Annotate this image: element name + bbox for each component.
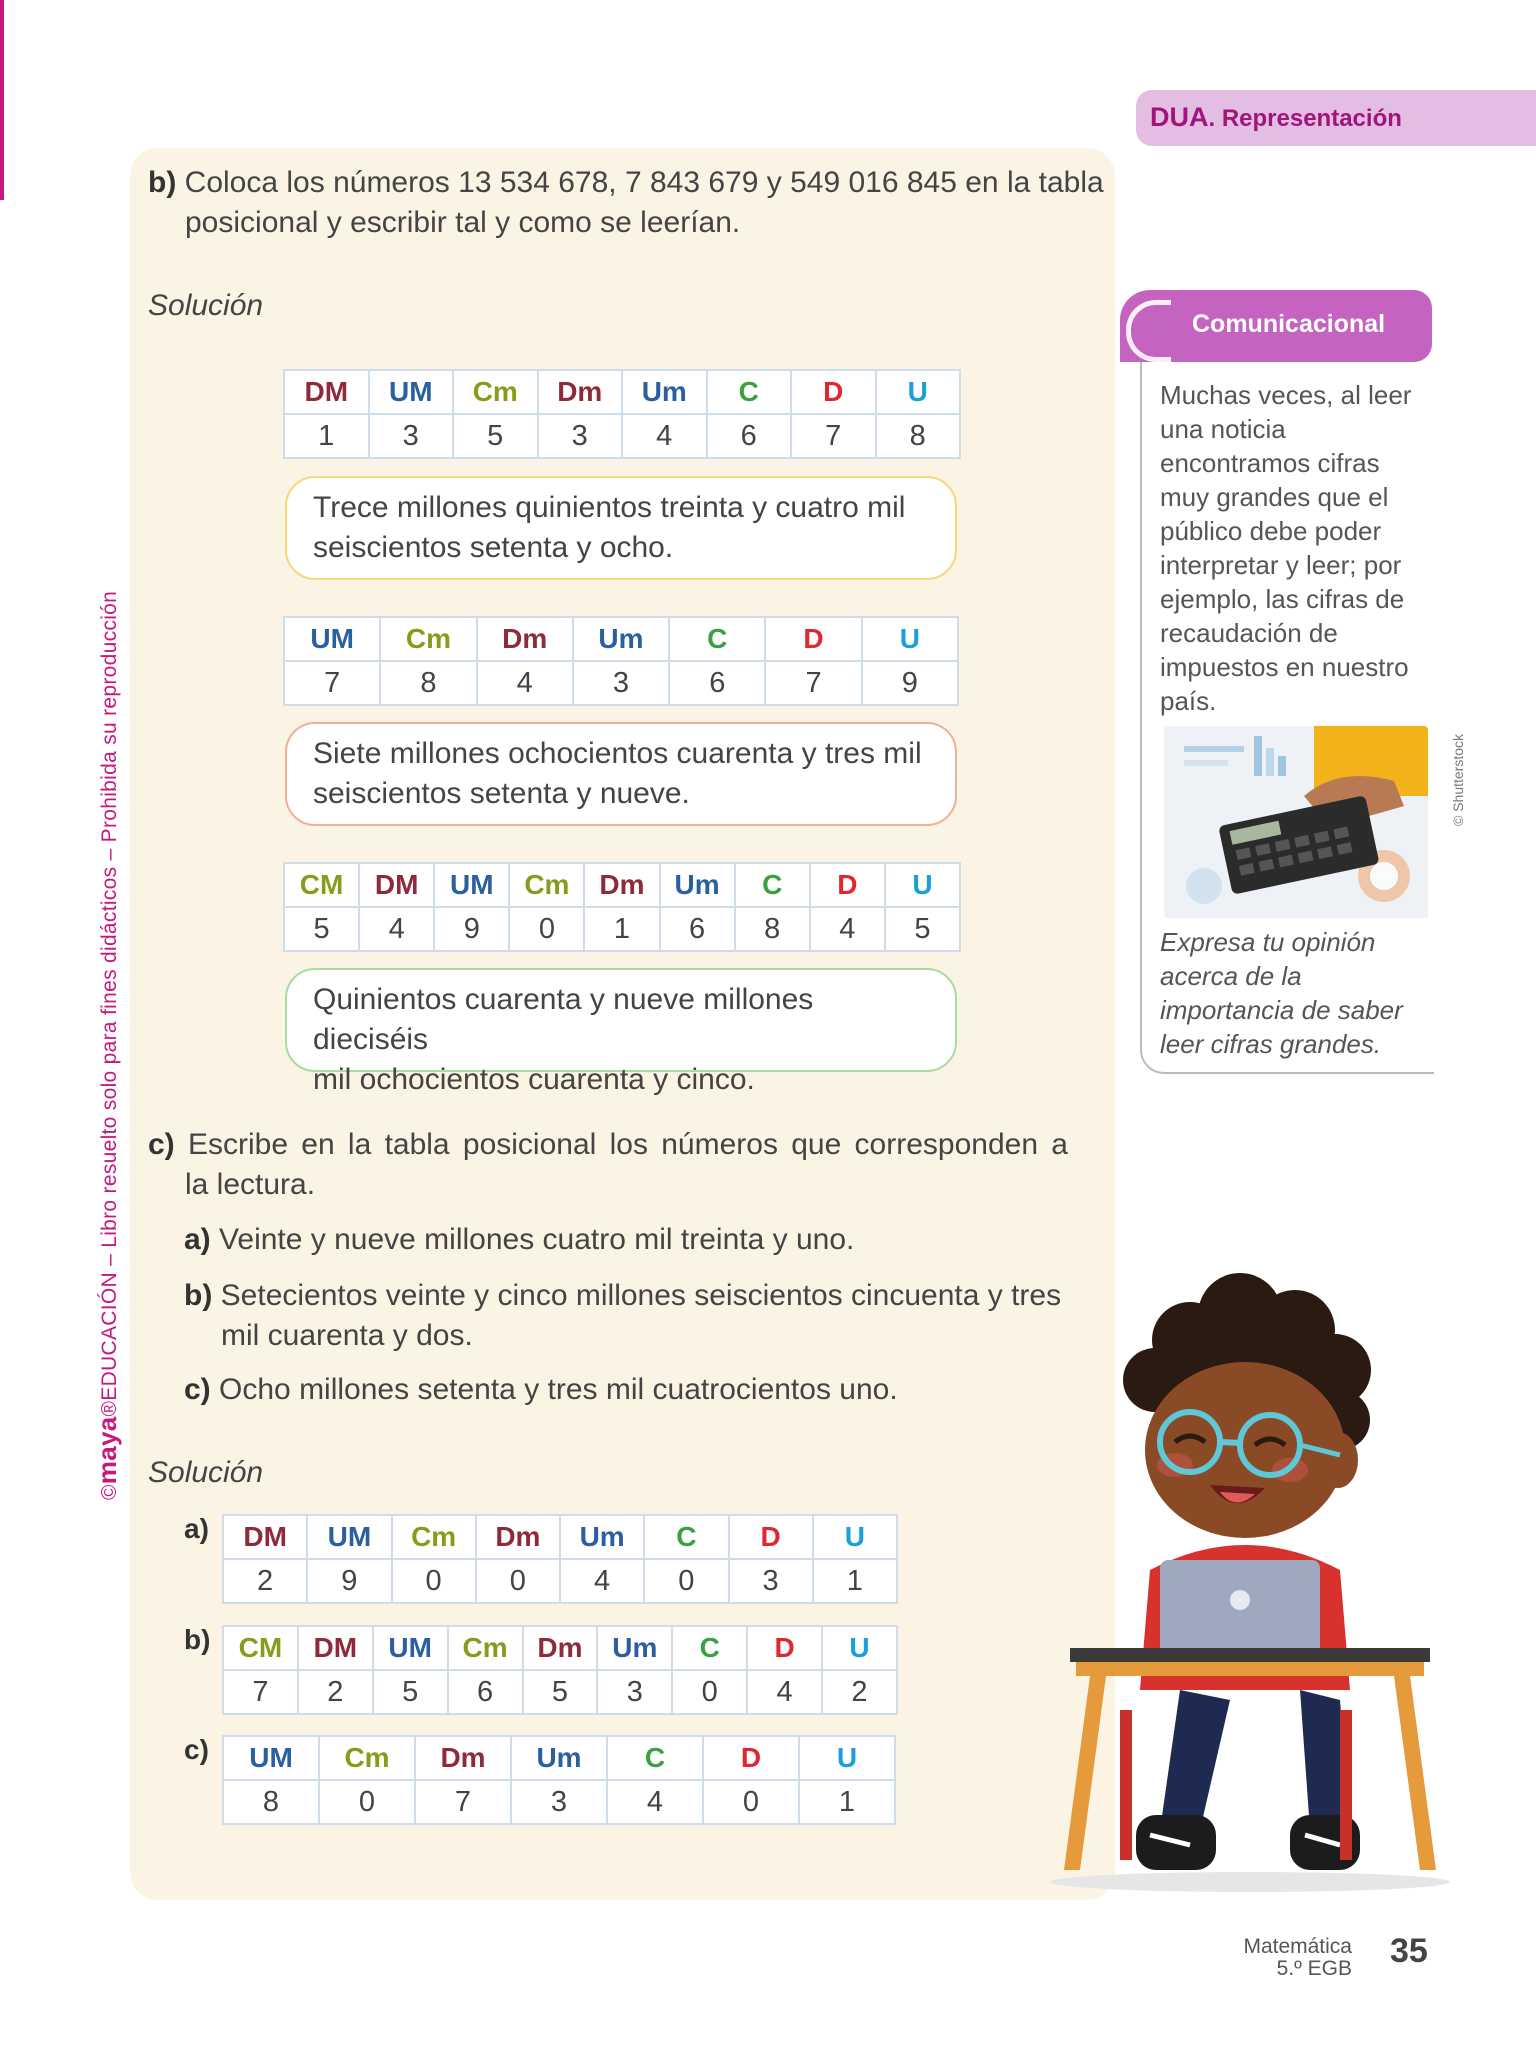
place-header-cell: CM — [223, 1626, 298, 1670]
place-header-cell: U — [799, 1736, 895, 1780]
digit-cell: 8 — [735, 907, 810, 951]
digit-cell: 6 — [669, 661, 765, 705]
place-value-table-c3 — [222, 1735, 896, 1825]
place-header-cell: CM — [284, 863, 359, 907]
place-header-cell: D — [791, 370, 876, 414]
digit-cell: 5 — [453, 414, 538, 458]
place-header-cell: Dm — [538, 370, 623, 414]
place-value-table-b3 — [283, 862, 961, 952]
digit-cell: 7 — [284, 661, 380, 705]
place-header-cell: D — [729, 1515, 813, 1559]
comunicacional-c-icon — [1126, 300, 1171, 362]
place-value-header-row — [284, 863, 960, 907]
place-header-cell: Um — [622, 370, 707, 414]
place-header-cell: Dm — [584, 863, 659, 907]
copyright-notice: ©maya®EDUCACIÓN – Libro resuelto solo para fines didácticos – Prohibida su reproducción — [92, 590, 122, 1500]
digit-cell: 7 — [765, 661, 861, 705]
dua-tab: DUA. Representación — [1136, 90, 1536, 146]
place-header-cell: Um — [560, 1515, 644, 1559]
place-header-cell: Dm — [415, 1736, 511, 1780]
place-header-cell: Dm — [523, 1626, 598, 1670]
place-header-cell: C — [735, 863, 810, 907]
place-value-digit-row — [284, 414, 960, 458]
brand-logo: maya — [92, 1416, 122, 1485]
exercise-c-item-a: a) Veinte y nueve millones cuatro mil treinta y uno. — [184, 1223, 855, 1256]
digit-cell: 3 — [573, 661, 669, 705]
place-header-cell: U — [876, 370, 961, 414]
place-header-cell: UM — [373, 1626, 448, 1670]
digit-cell: 2 — [822, 1670, 897, 1714]
digit-cell: 2 — [223, 1559, 307, 1603]
digit-cell: 8 — [223, 1780, 319, 1824]
place-value-table-b1 — [283, 369, 961, 459]
place-header-cell: Cm — [453, 370, 538, 414]
place-header-cell: U — [813, 1515, 897, 1559]
reading-bubble-1: Trece millones quinientos treinta y cuatro mil seiscientos setenta y ocho. — [285, 476, 957, 580]
digit-cell: 5 — [284, 907, 359, 951]
place-header-cell: C — [707, 370, 792, 414]
place-header-cell: Dm — [476, 1515, 560, 1559]
place-header-cell: C — [669, 617, 765, 661]
digit-cell: 4 — [477, 661, 573, 705]
digit-cell: 4 — [560, 1559, 644, 1603]
digit-cell: 4 — [747, 1670, 822, 1714]
place-header-cell: U — [862, 617, 958, 661]
place-value-table-c1 — [222, 1514, 898, 1604]
digit-cell: 8 — [876, 414, 961, 458]
place-header-cell: UM — [223, 1736, 319, 1780]
exercise-c-item-b-line2: mil cuarenta y dos. — [221, 1319, 473, 1352]
digit-cell: 0 — [476, 1559, 560, 1603]
footer-subject: Matemática 5.º EGB — [1243, 1935, 1352, 1980]
place-value-header-row — [223, 1515, 897, 1559]
place-value-digit-row — [223, 1780, 895, 1824]
digit-cell: 7 — [791, 414, 876, 458]
digit-cell: 9 — [862, 661, 958, 705]
place-header-cell: Cm — [380, 617, 476, 661]
comunicacional-prompt: Expresa tu opinión acerca de la importancia de saber leer cifras grandes. — [1160, 927, 1403, 1059]
place-header-cell: Cm — [392, 1515, 476, 1559]
place-header-cell: UM — [307, 1515, 391, 1559]
table-label-c: c) — [184, 1734, 209, 1765]
place-header-cell: Cm — [448, 1626, 523, 1670]
digit-cell: 3 — [729, 1559, 813, 1603]
place-header-cell: D — [703, 1736, 799, 1780]
table-label-a: a) — [184, 1513, 209, 1544]
digit-cell: 8 — [380, 661, 476, 705]
photo-credit: © Shutterstock — [1450, 733, 1466, 826]
reading-bubble-2: Siete millones ochocientos cuarenta y tres mil seiscientos setenta y nueve. — [285, 722, 957, 826]
place-header-cell: U — [822, 1626, 897, 1670]
place-header-cell: D — [765, 617, 861, 661]
digit-cell: 5 — [373, 1670, 448, 1714]
digit-cell: 5 — [885, 907, 960, 951]
page-number: 35 — [1390, 1932, 1428, 1970]
place-value-header-row — [284, 617, 958, 661]
exercise-c-item-c: c) Ocho millones setenta y tres mil cuatrocientos uno. — [184, 1373, 898, 1406]
digit-cell: 6 — [448, 1670, 523, 1714]
digit-cell: 5 — [523, 1670, 598, 1714]
digit-cell: 0 — [703, 1780, 799, 1824]
exercise-b-line2: posicional y escribir tal y como se leerían. — [185, 206, 741, 239]
comunicacional-tab: Comunicacional — [1120, 290, 1432, 362]
place-header-cell: Um — [597, 1626, 672, 1670]
place-value-digit-row — [223, 1670, 897, 1714]
digit-cell: 9 — [307, 1559, 391, 1603]
place-header-cell: Um — [573, 617, 669, 661]
place-value-digit-row — [284, 907, 960, 951]
digit-cell: 3 — [511, 1780, 607, 1824]
place-value-header-row — [284, 370, 960, 414]
place-header-cell: Cm — [319, 1736, 415, 1780]
place-header-cell: Cm — [509, 863, 584, 907]
place-header-cell: D — [810, 863, 885, 907]
place-value-header-row — [223, 1626, 897, 1670]
digit-cell: 1 — [799, 1780, 895, 1824]
page-edge-mark — [0, 0, 4, 200]
place-value-header-row — [223, 1736, 895, 1780]
exercise-c-item-b: b) Setecientos veinte y cinco millones seiscientos cincuenta y tres — [184, 1279, 1062, 1312]
place-value-table-b2 — [283, 616, 959, 706]
place-header-cell: C — [644, 1515, 728, 1559]
exercise-c-line2: la lectura. — [185, 1168, 316, 1201]
digit-cell: 6 — [707, 414, 792, 458]
exercise-b-line1: b) Coloca los números 13 534 678, 7 843 679 y 549 016 845 en la tabla — [148, 166, 1104, 199]
digit-cell: 4 — [622, 414, 707, 458]
place-header-cell: UM — [369, 370, 454, 414]
place-header-cell: C — [672, 1626, 747, 1670]
place-header-cell: Um — [660, 863, 735, 907]
place-header-cell: DM — [298, 1626, 373, 1670]
place-header-cell: Um — [511, 1736, 607, 1780]
digit-cell: 2 — [298, 1670, 373, 1714]
digit-cell: 7 — [223, 1670, 298, 1714]
comunicacional-text: Muchas veces, al leer una noticia encontramos cifras muy grandes que el público debe poder interpretar y leer; por ejemplo, las cifras de recaudación de impuestos en nuestro país. — [1160, 380, 1412, 716]
place-value-digit-row — [223, 1559, 897, 1603]
digit-cell: 4 — [607, 1780, 703, 1824]
boy-with-laptop-illustration — [1040, 1270, 1460, 1910]
reading-bubble-3: Quinientos cuarenta y nueve millones dieciséis mil ochocientos cuarenta y cinco. — [285, 968, 957, 1072]
place-header-cell: DM — [359, 863, 434, 907]
place-header-cell: DM — [284, 370, 369, 414]
place-header-cell: D — [747, 1626, 822, 1670]
digit-cell: 3 — [538, 414, 623, 458]
digit-cell: 7 — [415, 1780, 511, 1824]
digit-cell: 9 — [434, 907, 509, 951]
place-header-cell: C — [607, 1736, 703, 1780]
digit-cell: 4 — [359, 907, 434, 951]
place-value-digit-row — [284, 661, 958, 705]
digit-cell: 1 — [813, 1559, 897, 1603]
calculator-photo — [1164, 726, 1428, 918]
solution-label-b: Solución — [148, 289, 264, 322]
digit-cell: 3 — [369, 414, 454, 458]
digit-cell: 4 — [810, 907, 885, 951]
digit-cell: 1 — [284, 414, 369, 458]
digit-cell: 0 — [319, 1780, 415, 1824]
digit-cell: 0 — [672, 1670, 747, 1714]
exercise-c-line1: c) Escribe en la tabla posicional los números que corresponden a — [148, 1128, 1068, 1161]
place-header-cell: UM — [434, 863, 509, 907]
table-label-b: b) — [184, 1624, 211, 1655]
digit-cell: 1 — [584, 907, 659, 951]
place-header-cell: UM — [284, 617, 380, 661]
solution-label-c: Solución — [148, 1456, 264, 1489]
digit-cell: 3 — [597, 1670, 672, 1714]
digit-cell: 0 — [509, 907, 584, 951]
place-value-table-c2 — [222, 1625, 898, 1715]
digit-cell: 0 — [392, 1559, 476, 1603]
digit-cell: 6 — [660, 907, 735, 951]
place-header-cell: DM — [223, 1515, 307, 1559]
place-header-cell: Dm — [477, 617, 573, 661]
place-header-cell: U — [885, 863, 960, 907]
digit-cell: 0 — [644, 1559, 728, 1603]
